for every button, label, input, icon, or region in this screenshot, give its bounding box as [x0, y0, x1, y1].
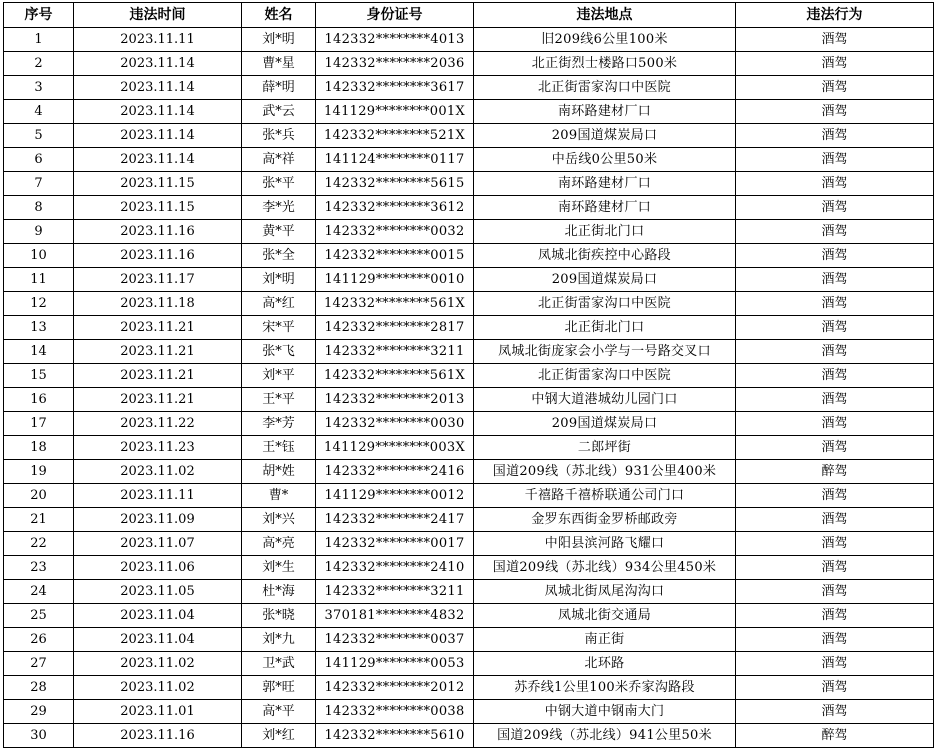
table-row [4, 388, 934, 412]
cell-violation-time: 2023.11.15 [74, 196, 242, 220]
cell-name: 曹*星 [242, 52, 316, 76]
cell-violation-location: 北正街北门口 [474, 220, 736, 244]
cell-id-number: 142332********0032 [316, 220, 474, 244]
cell-violation-time: 2023.11.06 [74, 556, 242, 580]
cell-index: 1 [4, 28, 74, 52]
table-row [4, 244, 934, 268]
cell-name: 黄*平 [242, 220, 316, 244]
cell-violation-behavior: 酒驾 [736, 172, 934, 196]
cell-violation-time: 2023.11.01 [74, 700, 242, 724]
cell-violation-behavior: 酒驾 [736, 484, 934, 508]
cell-name: 李*芳 [242, 412, 316, 436]
cell-name: 刘*九 [242, 628, 316, 652]
cell-violation-behavior: 酒驾 [736, 292, 934, 316]
cell-index: 6 [4, 148, 74, 172]
cell-index: 30 [4, 724, 74, 748]
cell-id-number: 142332********521X [316, 124, 474, 148]
cell-index: 24 [4, 580, 74, 604]
cell-violation-time: 2023.11.14 [74, 124, 242, 148]
cell-violation-time: 2023.11.21 [74, 316, 242, 340]
cell-violation-behavior: 酒驾 [736, 652, 934, 676]
table-row [4, 628, 934, 652]
table-row [4, 292, 934, 316]
cell-violation-time: 2023.11.22 [74, 412, 242, 436]
cell-violation-time: 2023.11.14 [74, 76, 242, 100]
table-row [4, 676, 934, 700]
table-row [4, 604, 934, 628]
cell-index: 15 [4, 364, 74, 388]
cell-violation-location: 中钢大道港城幼儿园门口 [474, 388, 736, 412]
cell-violation-time: 2023.11.04 [74, 628, 242, 652]
cell-violation-time: 2023.11.14 [74, 52, 242, 76]
table-row [4, 484, 934, 508]
cell-violation-behavior: 酒驾 [736, 52, 934, 76]
cell-violation-behavior: 酒驾 [736, 364, 934, 388]
cell-violation-behavior: 酒驾 [736, 436, 934, 460]
cell-index: 21 [4, 508, 74, 532]
cell-violation-behavior: 酒驾 [736, 196, 934, 220]
cell-violation-location: 北正街雷家沟口中医院 [474, 292, 736, 316]
cell-violation-location: 北正街北门口 [474, 316, 736, 340]
cell-name: 胡*姓 [242, 460, 316, 484]
table-row [4, 724, 934, 748]
cell-violation-time: 2023.11.16 [74, 244, 242, 268]
cell-id-number: 142332********0017 [316, 532, 474, 556]
cell-index: 4 [4, 100, 74, 124]
cell-violation-behavior: 酒驾 [736, 316, 934, 340]
cell-violation-behavior: 酒驾 [736, 412, 934, 436]
cell-violation-location: 凤城北街交通局 [474, 604, 736, 628]
cell-violation-location: 中钢大道中钢南大门 [474, 700, 736, 724]
table-row [4, 172, 934, 196]
cell-index: 29 [4, 700, 74, 724]
table-row [4, 556, 934, 580]
cell-name: 高*祥 [242, 148, 316, 172]
cell-violation-time: 2023.11.21 [74, 340, 242, 364]
header-violation-time: 违法时间 [74, 3, 242, 28]
cell-violation-time: 2023.11.02 [74, 652, 242, 676]
cell-violation-time: 2023.11.05 [74, 580, 242, 604]
cell-violation-location: 凤城北街庞家会小学与一号路交叉口 [474, 340, 736, 364]
cell-violation-location: 南环路建材厂口 [474, 100, 736, 124]
cell-violation-behavior: 酒驾 [736, 604, 934, 628]
cell-violation-time: 2023.11.17 [74, 268, 242, 292]
cell-violation-location: 北正街雷家沟口中医院 [474, 364, 736, 388]
cell-id-number: 142332********2013 [316, 388, 474, 412]
header-violation-behavior: 违法行为 [736, 3, 934, 28]
cell-violation-location: 中岳线0公里50米 [474, 148, 736, 172]
table-row [4, 508, 934, 532]
cell-id-number: 142332********2012 [316, 676, 474, 700]
table-row [4, 580, 934, 604]
cell-index: 7 [4, 172, 74, 196]
cell-violation-behavior: 醉驾 [736, 460, 934, 484]
cell-id-number: 142332********2410 [316, 556, 474, 580]
cell-violation-location: 南环路建材厂口 [474, 172, 736, 196]
cell-violation-behavior: 醉驾 [736, 724, 934, 748]
cell-name: 刘*生 [242, 556, 316, 580]
table-row [4, 316, 934, 340]
cell-name: 卫*武 [242, 652, 316, 676]
table-row [4, 100, 934, 124]
cell-name: 曹* [242, 484, 316, 508]
cell-violation-behavior: 酒驾 [736, 220, 934, 244]
cell-index: 14 [4, 340, 74, 364]
cell-violation-location: 南正街 [474, 628, 736, 652]
cell-name: 郭*旺 [242, 676, 316, 700]
table-row [4, 124, 934, 148]
cell-violation-location: 国道209线（苏北线）931公里400米 [474, 460, 736, 484]
cell-id-number: 142332********2417 [316, 508, 474, 532]
cell-violation-behavior: 酒驾 [736, 28, 934, 52]
cell-violation-location: 苏乔线1公里100米乔家沟路段 [474, 676, 736, 700]
cell-name: 高*平 [242, 700, 316, 724]
cell-violation-time: 2023.11.16 [74, 220, 242, 244]
cell-name: 张*兵 [242, 124, 316, 148]
cell-index: 20 [4, 484, 74, 508]
cell-id-number: 142332********2416 [316, 460, 474, 484]
cell-id-number: 142332********0038 [316, 700, 474, 724]
cell-index: 10 [4, 244, 74, 268]
cell-id-number: 142332********3612 [316, 196, 474, 220]
cell-id-number: 142332********3617 [316, 76, 474, 100]
cell-violation-behavior: 酒驾 [736, 268, 934, 292]
cell-id-number: 142332********4013 [316, 28, 474, 52]
table-row [4, 28, 934, 52]
cell-violation-behavior: 酒驾 [736, 700, 934, 724]
cell-violation-location: 209国道煤炭局口 [474, 412, 736, 436]
cell-id-number: 141129********0053 [316, 652, 474, 676]
cell-name: 高*红 [242, 292, 316, 316]
cell-violation-time: 2023.11.15 [74, 172, 242, 196]
cell-id-number: 142332********5615 [316, 172, 474, 196]
cell-name: 张*平 [242, 172, 316, 196]
cell-index: 23 [4, 556, 74, 580]
cell-name: 刘*兴 [242, 508, 316, 532]
cell-name: 张*晓 [242, 604, 316, 628]
cell-id-number: 142332********3211 [316, 580, 474, 604]
cell-violation-time: 2023.11.16 [74, 724, 242, 748]
table-row [4, 364, 934, 388]
cell-id-number: 141129********0010 [316, 268, 474, 292]
cell-id-number: 141129********003X [316, 436, 474, 460]
cell-index: 18 [4, 436, 74, 460]
cell-violation-behavior: 酒驾 [736, 388, 934, 412]
cell-violation-location: 国道209线（苏北线）941公里50米 [474, 724, 736, 748]
cell-violation-time: 2023.11.07 [74, 532, 242, 556]
cell-name: 李*光 [242, 196, 316, 220]
table-row [4, 268, 934, 292]
cell-violation-behavior: 酒驾 [736, 244, 934, 268]
cell-name: 刘*明 [242, 268, 316, 292]
cell-index: 11 [4, 268, 74, 292]
table-row [4, 436, 934, 460]
cell-name: 刘*平 [242, 364, 316, 388]
table-row [4, 340, 934, 364]
cell-violation-location: 千禧路千禧桥联通公司门口 [474, 484, 736, 508]
header-violation-location: 违法地点 [474, 3, 736, 28]
cell-violation-behavior: 酒驾 [736, 124, 934, 148]
table-row [4, 460, 934, 484]
header-id-number: 身份证号 [316, 3, 474, 28]
cell-violation-location: 北正街烈士楼路口500米 [474, 52, 736, 76]
cell-index: 25 [4, 604, 74, 628]
cell-violation-location: 金罗东西街金罗桥邮政旁 [474, 508, 736, 532]
cell-name: 王*钰 [242, 436, 316, 460]
cell-id-number: 141129********0012 [316, 484, 474, 508]
table-row [4, 412, 934, 436]
violations-table [3, 2, 934, 748]
cell-index: 16 [4, 388, 74, 412]
cell-violation-behavior: 酒驾 [736, 76, 934, 100]
cell-id-number: 141124********0117 [316, 148, 474, 172]
cell-name: 薛*明 [242, 76, 316, 100]
table-row [4, 148, 934, 172]
table-row [4, 700, 934, 724]
cell-violation-location: 凤城北街凤尾沟沟口 [474, 580, 736, 604]
cell-violation-behavior: 酒驾 [736, 556, 934, 580]
cell-index: 17 [4, 412, 74, 436]
cell-violation-behavior: 酒驾 [736, 340, 934, 364]
cell-index: 27 [4, 652, 74, 676]
cell-index: 5 [4, 124, 74, 148]
cell-id-number: 370181********4832 [316, 604, 474, 628]
cell-id-number: 142332********561X [316, 292, 474, 316]
cell-id-number: 142332********561X [316, 364, 474, 388]
cell-id-number: 142332********2817 [316, 316, 474, 340]
table-row [4, 196, 934, 220]
table-row [4, 220, 934, 244]
cell-name: 高*亮 [242, 532, 316, 556]
table-row [4, 652, 934, 676]
cell-name: 刘*明 [242, 28, 316, 52]
header-index: 序号 [4, 3, 74, 28]
cell-violation-location: 中阳县滨河路飞耀口 [474, 532, 736, 556]
cell-violation-behavior: 酒驾 [736, 100, 934, 124]
cell-id-number: 142332********5610 [316, 724, 474, 748]
cell-violation-time: 2023.11.18 [74, 292, 242, 316]
cell-index: 2 [4, 52, 74, 76]
cell-id-number: 141129********001X [316, 100, 474, 124]
table-body [4, 28, 934, 748]
cell-violation-behavior: 酒驾 [736, 628, 934, 652]
cell-name: 刘*红 [242, 724, 316, 748]
cell-violation-behavior: 酒驾 [736, 148, 934, 172]
cell-violation-time: 2023.11.14 [74, 100, 242, 124]
cell-violation-time: 2023.11.21 [74, 388, 242, 412]
cell-violation-location: 209国道煤炭局口 [474, 268, 736, 292]
cell-index: 22 [4, 532, 74, 556]
cell-violation-time: 2023.11.04 [74, 604, 242, 628]
cell-violation-time: 2023.11.14 [74, 148, 242, 172]
cell-violation-location: 凤城北街疾控中心路段 [474, 244, 736, 268]
cell-violation-location: 北正街雷家沟口中医院 [474, 76, 736, 100]
cell-violation-location: 209国道煤炭局口 [474, 124, 736, 148]
cell-violation-behavior: 酒驾 [736, 580, 934, 604]
cell-index: 26 [4, 628, 74, 652]
cell-index: 9 [4, 220, 74, 244]
header-name: 姓名 [242, 3, 316, 28]
table-row [4, 532, 934, 556]
cell-index: 19 [4, 460, 74, 484]
cell-violation-behavior: 酒驾 [736, 532, 934, 556]
cell-violation-location: 北环路 [474, 652, 736, 676]
cell-violation-behavior: 酒驾 [736, 508, 934, 532]
cell-id-number: 142332********0015 [316, 244, 474, 268]
cell-id-number: 142332********2036 [316, 52, 474, 76]
cell-name: 武*云 [242, 100, 316, 124]
header-row [4, 3, 934, 28]
cell-violation-time: 2023.11.23 [74, 436, 242, 460]
cell-id-number: 142332********3211 [316, 340, 474, 364]
cell-violation-time: 2023.11.09 [74, 508, 242, 532]
cell-violation-time: 2023.11.11 [74, 28, 242, 52]
cell-violation-location: 二郎坪街 [474, 436, 736, 460]
cell-violation-time: 2023.11.11 [74, 484, 242, 508]
cell-name: 王*平 [242, 388, 316, 412]
cell-violation-time: 2023.11.02 [74, 676, 242, 700]
cell-violation-behavior: 酒驾 [736, 676, 934, 700]
cell-index: 3 [4, 76, 74, 100]
table-row [4, 52, 934, 76]
cell-violation-location: 国道209线（苏北线）934公里450米 [474, 556, 736, 580]
cell-name: 张*飞 [242, 340, 316, 364]
cell-name: 宋*平 [242, 316, 316, 340]
cell-id-number: 142332********0037 [316, 628, 474, 652]
table-row [4, 76, 934, 100]
cell-violation-location: 南环路建材厂口 [474, 196, 736, 220]
cell-name: 杜*海 [242, 580, 316, 604]
cell-index: 13 [4, 316, 74, 340]
cell-index: 12 [4, 292, 74, 316]
cell-index: 8 [4, 196, 74, 220]
cell-violation-time: 2023.11.02 [74, 460, 242, 484]
cell-id-number: 142332********0030 [316, 412, 474, 436]
cell-violation-time: 2023.11.21 [74, 364, 242, 388]
cell-violation-location: 旧209线6公里100米 [474, 28, 736, 52]
cell-index: 28 [4, 676, 74, 700]
cell-name: 张*全 [242, 244, 316, 268]
